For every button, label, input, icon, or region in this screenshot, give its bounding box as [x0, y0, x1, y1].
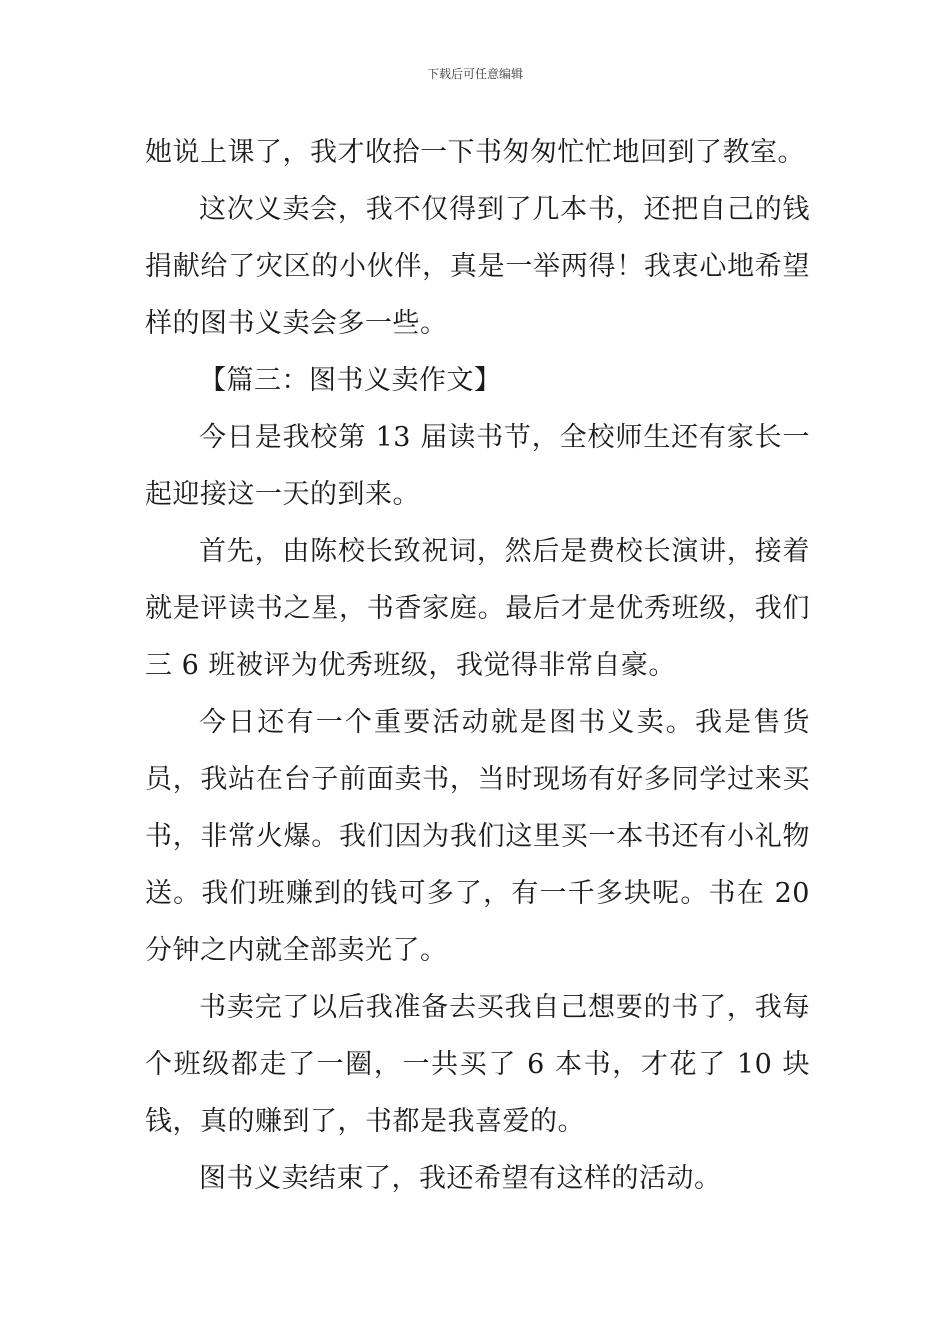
paragraph-6: 书卖完了以后我准备去买我自己想要的书了，我每个班级都走了一圈，一共买了 6 本书，才花了 10 块钱，真的赚到了，书都是我喜爱的。: [145, 992, 810, 1137]
paragraph-3: 今日是我校第 13 届读书节，全校师生还有家长一起迎接这一天的到来。: [145, 422, 810, 510]
paragraph-7: 图书义卖结束了，我还希望有这样的活动。: [199, 1163, 722, 1194]
paragraph-2: 这次义卖会，我不仅得到了几本书，还把自己的钱捐献给了灾区的小伙伴，真是一举两得！我衷心地希望样的图书义卖会多一些。: [145, 194, 810, 339]
paragraph-4: 首先，由陈校长致祝词，然后是费校长演讲，接着就是评读书之星，书香家庭。最后才是优秀班级，我们三 6 班被评为优秀班级，我觉得非常自豪。: [145, 536, 810, 681]
section-heading: 【篇三：图书义卖作文】: [199, 365, 502, 396]
document-body: [145, 124, 810, 1207]
paragraph-5: 今日还有一个重要活动就是图书义卖。我是售货员，我站在台子前面卖书，当时现场有好多同学过来买书，非常火爆。我们因为我们这里买一本书还有小礼物送。我们班赚到的钱可多了，有一千多块呢。书在 20 分钟之内就全部卖光了。: [145, 707, 810, 966]
page-header-note: 下载后可任意编辑: [426, 67, 523, 81]
paragraph-1: 她说上课了，我才收拾一下书匆匆忙忙地回到了教室。: [145, 137, 805, 168]
